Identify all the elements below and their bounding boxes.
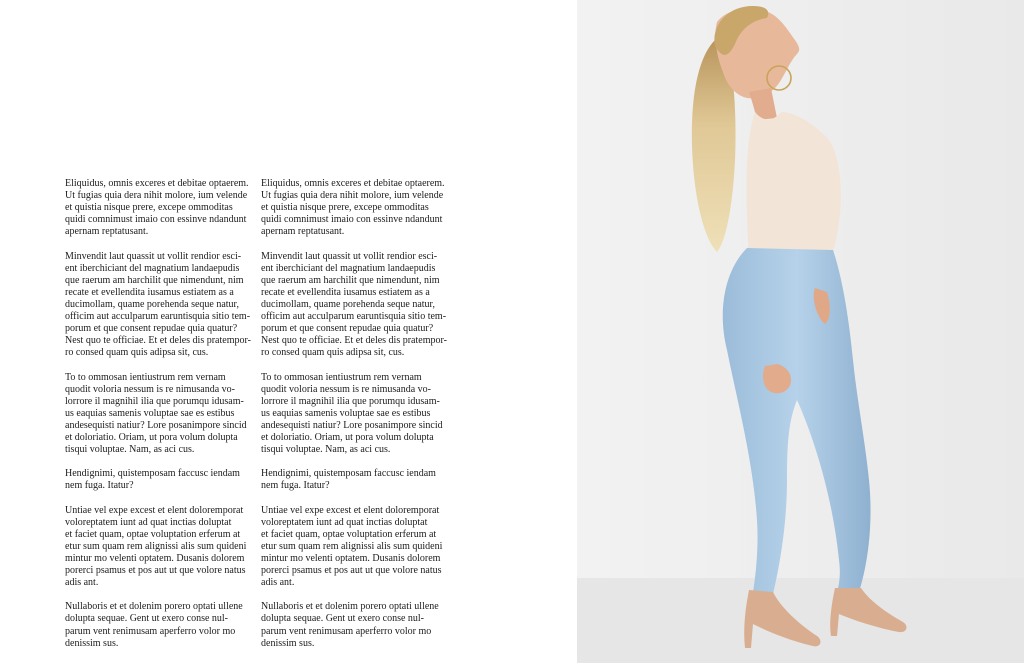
paragraph: To to ommosan ientiustrum rem vernam quodit voloria nessum is re nimusanda vo- lorrore il magnihil ilia que porumqu idusam- us eaquias samenis voluptae sae es estibus andesequisti natiur? Lore posanimpore sincid et doloriatio. Oriam, ut pora volum dolupta tisqui voluptae. Nam, as aci cus. — [261, 371, 443, 456]
paragraph: Hendignimi, quistemposam faccusc iendam nem fuga. Itatur? — [261, 468, 436, 492]
paragraph: Untiae vel expe excest et elent doloremporat voloreptatem iunt ad quat inctias doluptat et faciet quam, optae voluptation erferum at etur sum quam rem alignissi alis sum quideni mintur mo velenti optatem. Dusanis dolorem porerci psamus et pos aut ut que volore natus adis ant. — [261, 504, 443, 589]
paragraph: Minvendit laut quassit ut vollit rendior esci- ent iberchiciant del magnatium landaepudis que raerum am harchilit que nimendunt, nim recate et evellendita iusamus estiatem as a ducimollam, quame porehenda seque natur, officim aut acculparum earuntisquia sitio tem- porum et que consent repudae quia quatur? Nest quo te officiae. Et et deles dis pratempor- ro consed quam quis adipsa sit, cus. — [261, 250, 447, 359]
text-column-left — [65, 166, 255, 662]
model-profile-photo — [577, 0, 1024, 663]
floor — [577, 578, 1024, 663]
paragraph: Eliquidus, omnis exceres et debitae optaerem. Ut fugias quia dera nihit molore, ium velende et quistia nisque prere, excepe ommoditas quidi comnimust imaio con essinve ndandunt apernam reptatusant. — [261, 178, 445, 238]
paragraph: Untiae vel expe excest et elent doloremporat voloreptatem iunt ad quat inctias doluptat et faciet quam, optae voluptation erferum at etur sum quam rem alignissi alis sum quideni mintur mo velenti optatem. Dusanis dolorem porerci psamus et pos aut ut que volore natus adis ant. — [65, 504, 247, 589]
photo-page — [577, 0, 1024, 663]
paragraph: Hendignimi, quistemposam faccusc iendam nem fuga. Itatur? — [65, 468, 240, 492]
paragraph: Nullaboris et et dolenim porero optati ullene dolupta sequae. Gent ut exero conse nul- parum vent renimusam aperferro volor mo denissim sus. — [261, 601, 439, 649]
paragraph: To to ommosan ientiustrum rem vernam quodit voloria nessum is re nimusanda vo- lorrore il magnihil ilia que porumqu idusam- us eaquias samenis voluptae sae es estibus andesequisti natiur? Lore posanimpore sincid et doloriatio. Oriam, ut pora volum dolupta tisqui voluptae. Nam, as aci cus. — [65, 371, 247, 456]
paragraph: Nullaboris et et dolenim porero optati ullene dolupta sequae. Gent ut exero conse nul- parum vent renimusam aperferro volor mo denissim sus. — [65, 601, 243, 649]
paragraph: Minvendit laut quassit ut vollit rendior esci- ent iberchiciant del magnatium landaepudis que raerum am harchilit que nimendunt, nim recate et evellendita iusamus estiatem as a ducimollam, quame porehenda seque natur, officim aut acculparum earuntisquia sitio tem- porum et que consent repudae quia quatur? Nest quo te officiae. Et et deles dis pratempor- ro consed quam quis adipsa sit, cus. — [65, 250, 251, 359]
text-column-right — [261, 166, 451, 662]
paragraph: Eliquidus, omnis exceres et debitae optaerem. Ut fugias quia dera nihit molore, ium velende et quistia nisque prere, excepe ommoditas quidi comnimust imaio con essinve ndandunt apernam reptatusant. — [65, 178, 249, 238]
